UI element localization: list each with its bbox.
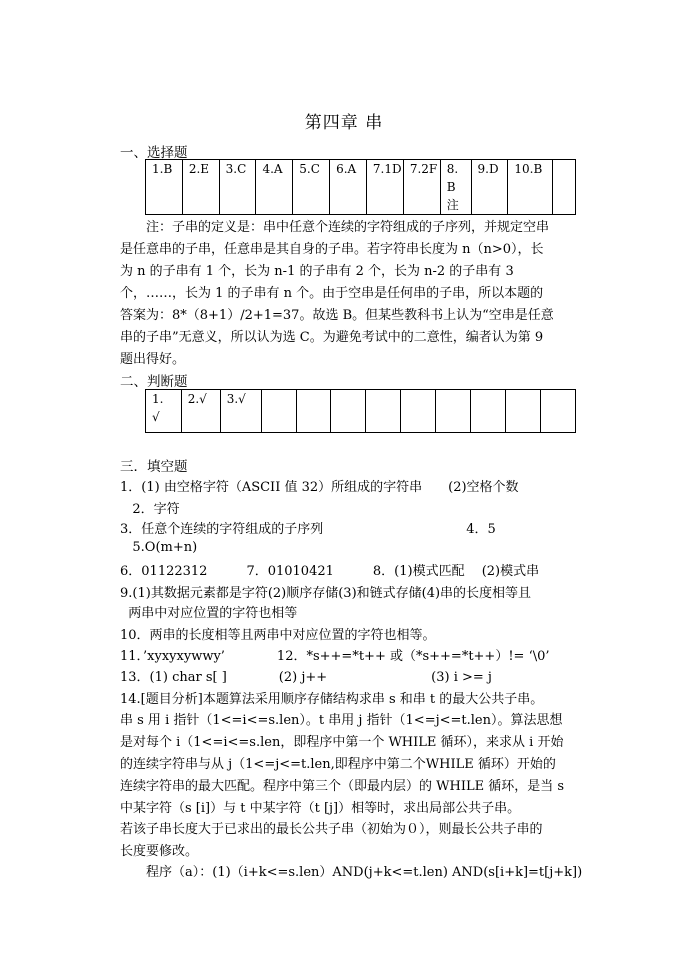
fill-line: 连续字符串的最大匹配。程序中第三个（即最内层）的 WHILE 循环，是当 s: [120, 779, 565, 794]
answer-cell: 5.C: [293, 160, 330, 215]
fill-line: 1．(1) 由空格字符（ASCII 值 32）所组成的字符串 (2)空格个数: [120, 480, 519, 495]
answer-cell: 1.B: [146, 160, 183, 215]
fill-line: 程序（a）：(1)（i+k<=s.len）AND(j+k<=t.len) AND(s[i+k]=t[j+k]): [120, 865, 583, 880]
section-heading-choice: 一、选择题: [120, 145, 188, 161]
choice-answer-table: [145, 159, 576, 215]
fill-line: 3．任意个连续的字符组成的子序列 4．5: [120, 522, 496, 537]
note-line: 答案为：8*（8+1）/2+1=37。故选 B。但某些教科书上认为“空串是任意: [120, 308, 554, 323]
fill-line: 中某字符（s [i]）与 t 中某字符（t [j]）相等时，求出局部公共子串。: [120, 801, 521, 816]
fill-line: 10．两串的长度相等且两串中对应位置的字符也相等。: [120, 628, 436, 643]
fill-line: 14.[题目分析]本题算法采用顺序存储结构求串 s 和串 t 的最大公共子串。: [120, 692, 544, 707]
fill-line: 6．01122312 7．01010421 8．(1)模式匹配 (2)模式串: [120, 564, 540, 579]
fill-line: 5.O(m+n): [120, 540, 198, 555]
note-paragraph: [120, 217, 570, 371]
answer-cell: [541, 390, 576, 433]
judge-answer-table: [145, 389, 576, 433]
answer-cell: [261, 390, 296, 433]
note-line: 串的子串”无意义，所以认为选 C。为避免考试中的二意性，编者认为第 9: [120, 330, 544, 345]
answer-cell: [506, 390, 541, 433]
note-line: 是任意串的子串，任意串是其自身的子串。若字符串长度为 n（n>0），长: [120, 242, 544, 257]
answer-cell: 2.E: [182, 160, 219, 215]
answer-cell: 10.B: [508, 160, 553, 215]
fill-line: 9.(1)其数据元素都是字符(2)顺序存储(3)和链式存储(4)串的长度相等且: [120, 586, 532, 601]
answer-cell: 7.2F: [403, 160, 440, 215]
answer-cell: [401, 390, 436, 433]
fill-line: 13．(1) char s[ ] (2) j++ (3) i >= j: [120, 670, 492, 685]
table-row: [146, 390, 576, 433]
fill-line: 若该子串长度大于已求出的最长公共子串（初始为０），则最长公共子串的: [120, 822, 543, 837]
answer-cell: 4.A: [256, 160, 293, 215]
answer-cell: [331, 390, 366, 433]
note-line: 题出得好。: [120, 352, 186, 367]
answer-cell: 9.D: [471, 160, 508, 215]
answer-cell: 3.√: [220, 390, 261, 433]
fill-line: 的连续字符串与从 j（1<=j<=t.len,即程序中第二个WHILE 循环）开始的: [120, 757, 556, 772]
table-row: [146, 160, 576, 215]
answer-cell: 2.√: [181, 390, 220, 433]
note-line: 个，……，长为 1 的子串有 n 个。由于空串是任何串的子串，所以本题的: [120, 286, 544, 301]
fill-line: 串 s 用 i 指针（1<=i<=s.len）。t 串用 j 指针（1<=j<=t.len）。算法思想: [120, 713, 563, 728]
note-line: 为 n 的子串有 1 个，长为 n-1 的子串有 2 个，长为 n-2 的子串有 3: [120, 264, 514, 279]
fill-line: 2．字符: [120, 502, 180, 517]
fill-line: 两串中对应位置的字符也相等: [120, 606, 298, 621]
note-line: 注：子串的定义是：串中任意个连续的字符组成的子序列，并规定空串: [120, 220, 550, 235]
answer-cell: 6.A: [330, 160, 367, 215]
answer-cell: [436, 390, 471, 433]
fill-line: 是对每个 i（1<=i<=s.len，即程序中第一个 WHILE 循环），来求从 i 开始: [120, 735, 564, 750]
answer-cell: [471, 390, 506, 433]
fill-line: 11．’xyxyxywwy’ 12．*s++=*t++ 或（*s++=*t++）!= ‘\0’: [120, 649, 550, 664]
chapter-title: 第四章 串: [304, 113, 384, 133]
answer-cell: 1. √: [146, 390, 182, 433]
section-heading-judge: 二、判断题: [120, 374, 188, 390]
fill-line: 长度要修改。: [120, 844, 199, 859]
answer-cell: [366, 390, 401, 433]
answer-cell: [553, 160, 576, 215]
section-heading-fill: 三．填空题: [120, 459, 188, 475]
answer-cell: [296, 390, 331, 433]
answer-cell: 7.1D: [366, 160, 403, 215]
answer-cell: 8. B 注: [440, 160, 471, 215]
answer-cell: 3.C: [219, 160, 256, 215]
